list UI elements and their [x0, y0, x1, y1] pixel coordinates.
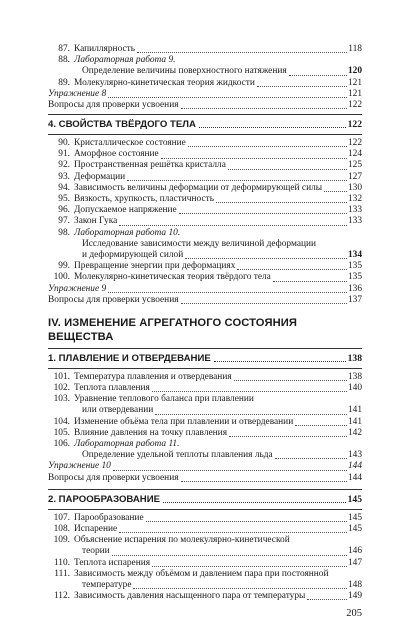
- toc-entry: [48, 372, 362, 383]
- part-heading: IV. ИЗМЕНЕНИЕ АГРЕГАТНОГО СОСТОЯНИЯ ВЕЩЕСТВА: [48, 316, 298, 343]
- entry-label: Кристаллическое состояние: [74, 138, 186, 149]
- entry-page: 141: [347, 405, 362, 416]
- entry-label: Закон Гука: [74, 216, 118, 227]
- entry-page: 143: [347, 450, 362, 461]
- entry-number: 110.: [53, 557, 70, 568]
- entry-label: Вопросы для проверки усвоения: [48, 99, 179, 110]
- entry-label: Молекулярно-кинетическая теория жидкости: [74, 77, 255, 88]
- divider: [48, 509, 362, 510]
- leader-dots: [295, 424, 347, 426]
- toc-entry: [48, 417, 362, 428]
- entry-label: Испарение: [74, 523, 118, 534]
- toc-entry: [48, 66, 362, 77]
- entry-number: 89.: [58, 77, 70, 88]
- entry-number: 94.: [58, 182, 70, 193]
- toc-entry: [48, 161, 362, 172]
- toc-section: [48, 372, 362, 484]
- entry-page: 137: [347, 294, 362, 305]
- toc-entry: [48, 194, 362, 205]
- entry-label: Зависимость давления насыщенного пара от температуры: [74, 591, 306, 602]
- leader-dots: [307, 598, 347, 600]
- leader-dots: [188, 145, 347, 147]
- leader-dots: [324, 190, 347, 192]
- divider: [48, 489, 362, 490]
- leader-dots: [185, 257, 347, 259]
- leader-dots: [119, 224, 347, 226]
- entry-number: 106.: [53, 439, 70, 450]
- entry-page: 145: [347, 523, 362, 534]
- entry-page: 130: [347, 182, 362, 193]
- divider: [48, 368, 362, 369]
- entry-label: Деформации: [74, 171, 126, 182]
- leader-dots: [182, 236, 361, 237]
- entry-number: 87.: [58, 43, 70, 54]
- chapter-page: 122: [347, 119, 362, 131]
- entry-page: 133: [347, 216, 362, 227]
- entry-label: Парообразование: [74, 512, 144, 523]
- toc-entry: [48, 580, 362, 591]
- entry-label: Объяснение испарения по молекулярно-кинетической: [74, 535, 290, 546]
- toc-entry: [48, 205, 362, 216]
- toc-entry: [48, 428, 362, 439]
- entry-label: Зависимость величины деформации от деформирующей силы: [74, 182, 323, 193]
- leader-dots: [237, 268, 347, 270]
- entry-label: Зависимость между объёмом и давлением пара при постоянной: [74, 568, 329, 579]
- toc-entry: [48, 439, 362, 450]
- entry-page: 122: [347, 138, 362, 149]
- entry-number: 88.: [58, 55, 70, 66]
- entry-page: 121: [347, 77, 362, 88]
- toc-entry: [48, 250, 362, 261]
- entry-number: 96.: [58, 205, 70, 216]
- toc-entry: [48, 524, 362, 535]
- entry-page: 138: [347, 371, 362, 382]
- entry-page: 127: [347, 171, 362, 182]
- chapter-title: 4. СВОЙСТВА ТВЁРДОГО ТЕЛА: [48, 119, 196, 131]
- entry-number: 99.: [58, 261, 70, 272]
- leader-dots: [318, 247, 361, 248]
- entry-page: 146: [347, 546, 362, 557]
- toc-entry: [48, 183, 362, 194]
- toc-entry: [48, 558, 362, 569]
- entry-page: 120: [347, 66, 362, 77]
- divider: [48, 134, 362, 135]
- entry-page: 118: [348, 43, 362, 54]
- entry-label: Влияние давления на точку плавления: [74, 427, 228, 438]
- leader-dots: [112, 554, 347, 556]
- entry-label: Лабораторная работа 9.: [74, 55, 176, 66]
- entry-number: 101.: [53, 371, 70, 382]
- entry-page: 135: [347, 272, 362, 283]
- entry-label: Молекулярно-кинетическая теория твёрдого тела: [74, 272, 271, 283]
- leader-dots: [108, 96, 347, 98]
- entry-page: 149: [347, 591, 362, 602]
- leader-dots: [127, 179, 347, 181]
- leader-dots: [179, 212, 347, 214]
- leader-dots: [214, 361, 346, 362]
- toc-entry: [48, 535, 362, 546]
- toc-entry: [48, 100, 362, 111]
- toc-entry: [48, 216, 362, 227]
- entry-label: Упражнение 8: [48, 88, 107, 99]
- leader-dots: [228, 168, 347, 170]
- leader-dots: [289, 74, 347, 76]
- toc-entry: [48, 546, 362, 557]
- toc-entry: [48, 461, 362, 472]
- leader-dots: [161, 157, 347, 159]
- entry-label: Определение удельной теплоты плавления льда: [82, 450, 273, 461]
- entry-label: и деформирующей силой: [82, 249, 184, 260]
- chapter-page: 138: [347, 352, 362, 364]
- toc-section-continuation: [48, 44, 362, 111]
- entry-number: 107.: [53, 512, 70, 523]
- entry-label: Изменение объёма тела при плавлении и отвердевании: [74, 416, 294, 427]
- entry-label: Вопросы для проверки усвоения: [48, 294, 179, 305]
- entry-number: 90.: [58, 138, 70, 149]
- toc-entry: [48, 239, 362, 250]
- entry-page: 122: [347, 99, 362, 110]
- toc-entry: [48, 89, 362, 100]
- entry-number: 98.: [58, 227, 70, 238]
- entry-number: 102.: [53, 383, 70, 394]
- entry-number: 105.: [53, 427, 70, 438]
- entry-label: Вопросы для проверки усвоения: [48, 472, 179, 483]
- entry-label: Исследование зависимости между величиной деформации: [82, 238, 317, 249]
- entry-number: 100.: [53, 272, 70, 283]
- entry-number: 104.: [53, 416, 70, 427]
- leader-dots: [199, 127, 346, 128]
- divider: [48, 348, 362, 349]
- entry-label: Лабораторная работа 10.: [74, 227, 181, 238]
- leader-dots: [257, 85, 347, 87]
- entry-page: 140: [347, 383, 362, 394]
- toc-entry: [48, 450, 362, 461]
- entry-label: Определение величины поверхностного натяжения: [82, 66, 287, 77]
- leader-dots: [152, 565, 347, 567]
- leader-dots: [229, 435, 347, 437]
- chapter-page: 145: [347, 493, 362, 505]
- chapter-title: 1. ПЛАВЛЕНИЕ И ОТВЕРДЕВАНИЕ: [48, 352, 211, 364]
- toc-entry: [48, 569, 362, 580]
- toc-entry: [48, 272, 362, 283]
- entry-page: 147: [347, 557, 362, 568]
- entry-number: 103.: [53, 394, 70, 405]
- entry-number: 109.: [53, 535, 70, 546]
- leader-dots: [181, 480, 347, 482]
- entry-label: Лабораторная работа 11.: [74, 439, 180, 450]
- toc-entry: [48, 138, 362, 149]
- entry-page: 124: [347, 149, 362, 160]
- leader-dots: [133, 587, 346, 589]
- entry-page: 136: [347, 283, 362, 294]
- entry-page: 141: [347, 416, 362, 427]
- chapter-heading: [48, 493, 362, 506]
- toc-entry: [48, 78, 362, 89]
- entry-label: Теплота плавления: [74, 383, 150, 394]
- entry-label: Теплота испарения: [74, 557, 151, 568]
- toc-entry: [48, 228, 362, 239]
- leader-dots: [181, 302, 347, 304]
- leader-dots: [292, 543, 361, 544]
- toc-entry: [48, 591, 362, 602]
- leader-dots: [163, 502, 346, 503]
- entry-label: Упражнение 9: [48, 283, 107, 294]
- entry-label: температуре: [82, 579, 132, 590]
- entry-label: теории: [82, 546, 110, 557]
- entry-page: 142: [347, 427, 362, 438]
- entry-page: 121: [347, 88, 362, 99]
- leader-dots: [177, 63, 361, 64]
- leader-dots: [181, 447, 361, 448]
- entry-number: 111.: [54, 568, 70, 579]
- entry-page: 144: [347, 461, 362, 472]
- entry-page: 134: [347, 249, 362, 260]
- entry-label: Допускаемое напряжение: [74, 205, 177, 216]
- leader-dots: [152, 390, 347, 392]
- leader-dots: [108, 291, 347, 293]
- leader-dots: [273, 280, 347, 282]
- entry-label: Пространственная решётка кристалла: [74, 160, 226, 171]
- entry-page: 145: [347, 512, 362, 523]
- chapter-heading: [48, 352, 362, 365]
- toc-entry: [48, 473, 362, 484]
- entry-page: 135: [347, 261, 362, 272]
- entry-page: 133: [347, 205, 362, 216]
- entry-label: Вязкость, хрупкость, пластичность: [74, 194, 214, 205]
- entry-number: 112.: [53, 591, 70, 602]
- leader-dots: [234, 379, 347, 381]
- leader-dots: [155, 413, 347, 415]
- leader-dots: [146, 520, 347, 522]
- toc-entry: [48, 406, 362, 417]
- entry-label: Температура плавления и отвердевания: [74, 371, 232, 382]
- toc-entry: [48, 513, 362, 524]
- toc-entry: [48, 44, 362, 55]
- toc-entry: [48, 394, 362, 405]
- entry-label: или отвердевании: [82, 405, 154, 416]
- entry-number: 97.: [58, 216, 70, 227]
- toc-entry: [48, 261, 362, 272]
- leader-dots: [331, 577, 361, 578]
- toc-section: [48, 513, 362, 603]
- entry-number: 95.: [58, 194, 70, 205]
- entry-page: 148: [347, 579, 362, 590]
- leader-dots: [137, 51, 347, 53]
- entry-number: 91.: [58, 149, 70, 160]
- entry-page: 125: [347, 160, 362, 171]
- page-number: 205: [346, 608, 362, 619]
- entry-label: Аморфное состояние: [74, 149, 159, 160]
- leader-dots: [216, 201, 347, 203]
- leader-dots: [119, 531, 347, 533]
- chapter-title: 2. ПАРООБРАЗОВАНИЕ: [48, 493, 161, 505]
- entry-page: 144: [347, 472, 362, 483]
- chapter-heading: [48, 118, 362, 131]
- toc-section: [48, 138, 362, 306]
- toc-entry: [48, 284, 362, 295]
- leader-dots: [256, 403, 361, 404]
- entry-label: Превращение энергии при деформациях: [74, 261, 236, 272]
- toc-entry: [48, 55, 362, 66]
- leader-dots: [181, 107, 347, 109]
- entry-number: 92.: [58, 160, 70, 171]
- entry-number: 108.: [53, 523, 70, 534]
- toc-entry: [48, 172, 362, 183]
- entry-page: 132: [347, 194, 362, 205]
- toc-content: [48, 44, 362, 602]
- leader-dots: [275, 457, 347, 459]
- toc-entry: [48, 295, 362, 306]
- entry-number: 93.: [58, 171, 70, 182]
- toc-entry: [48, 149, 362, 160]
- entry-label: Упражнение 10: [48, 461, 111, 472]
- entry-label: Капиллярность: [74, 43, 136, 54]
- divider: [48, 114, 362, 115]
- entry-label: Уравнение теплового баланса при плавлении: [74, 394, 254, 405]
- leader-dots: [113, 469, 347, 471]
- toc-entry: [48, 383, 362, 394]
